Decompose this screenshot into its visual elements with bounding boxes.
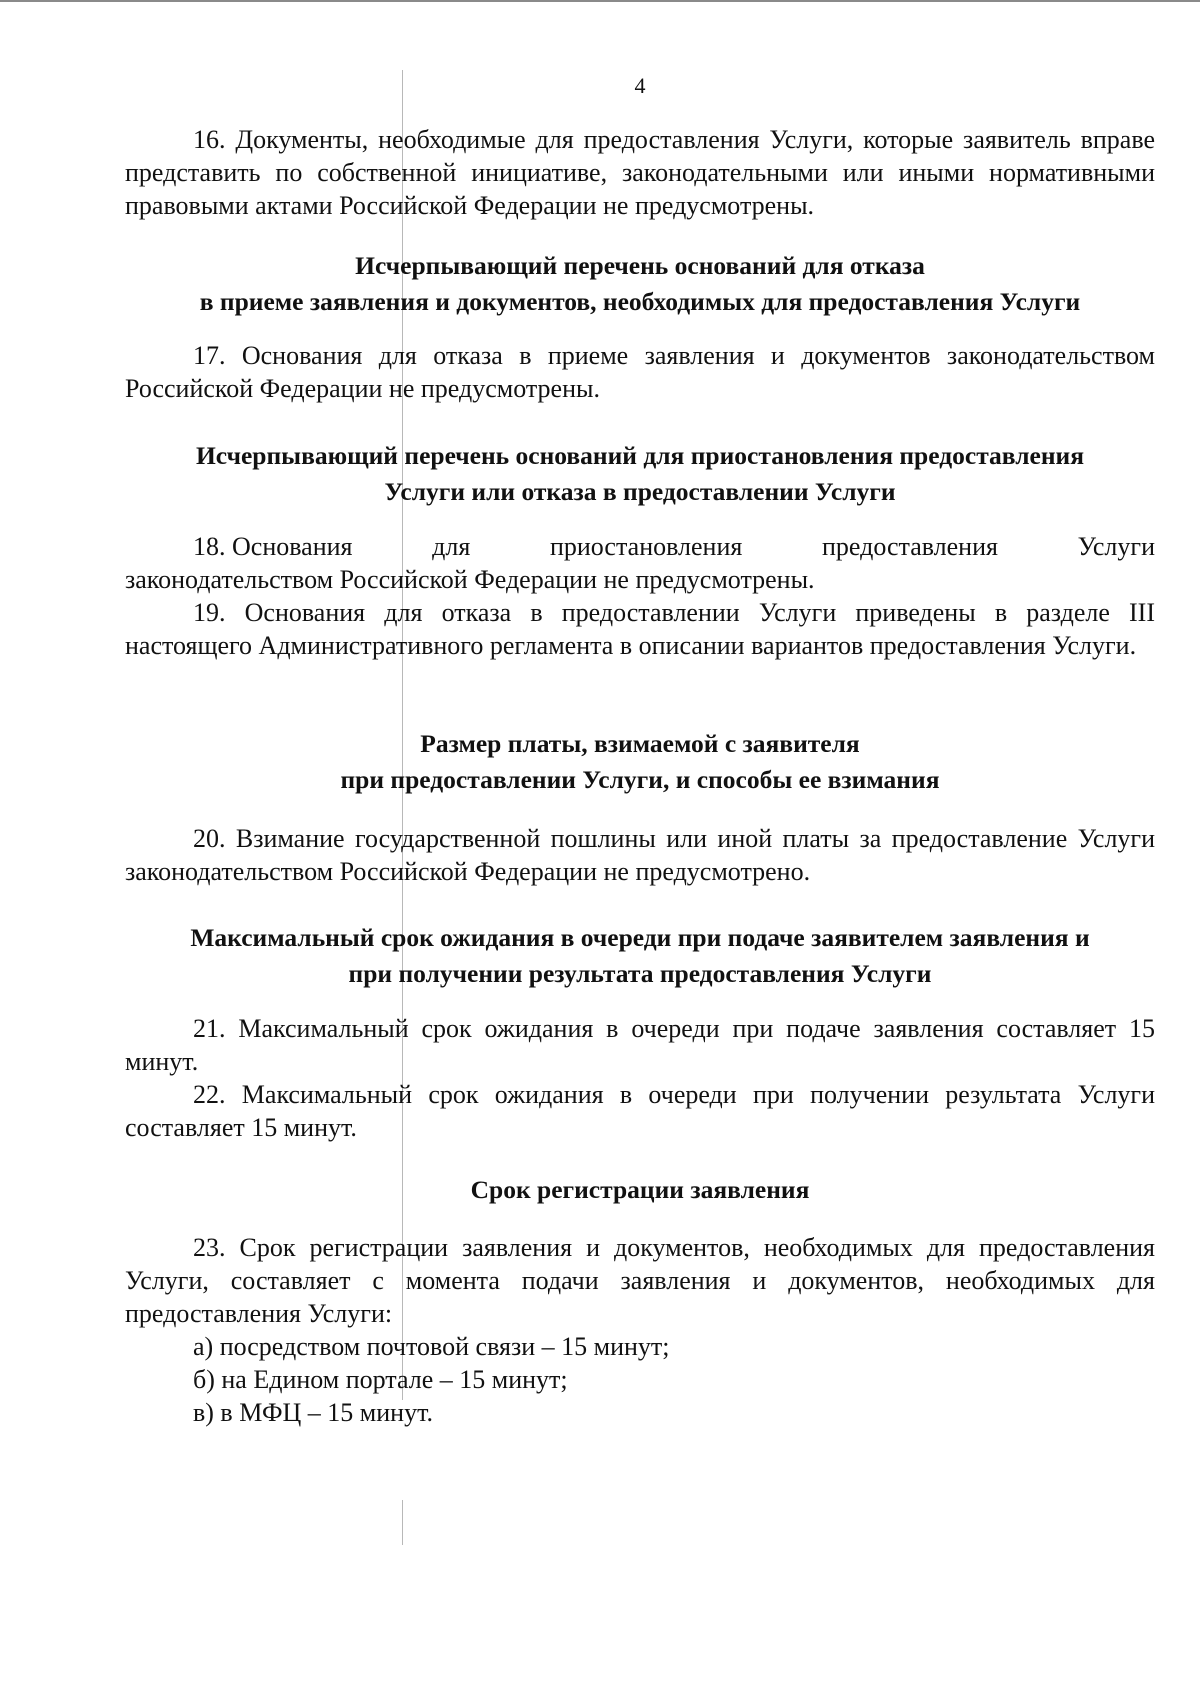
paragraph-18-rest: законодательством Российской Федерации не предусмотрены. <box>125 565 815 594</box>
paragraph-23: 23. Срок регистрации заявления и документов, необходимых для предоставления Услуги, составляет с момента подачи заявления и документов, необходимых для предоставления Услуги: <box>125 1233 1155 1328</box>
paragraph-18-first-line <box>125 530 1155 563</box>
heading-line: Максимальный срок ожидания в очереди при подаче заявителем заявления и <box>190 923 1090 952</box>
paragraph-16: 16. Документы, необходимые для предоставления Услуги, которые заявитель вправе представить по собственной инициативе, законодательными или иными нормативными правовыми актами Российской Федерации не предусмотрены. <box>125 125 1155 220</box>
heading-suspension <box>125 438 1155 510</box>
paragraph-18-word: предоставления <box>821 532 998 561</box>
paragraph-18-word: 18. Основания <box>193 532 353 561</box>
heading-fee <box>125 726 1155 798</box>
heading-line: Исчерпывающий перечень оснований для отказа <box>355 251 925 280</box>
heading-line: Исчерпывающий перечень оснований для приостановления предоставления <box>195 441 1085 470</box>
heading-line: Срок регистрации заявления <box>470 1175 810 1204</box>
heading-line: в приеме заявления и документов, необходимых для предоставления Услуги <box>199 287 1081 316</box>
paragraphs-21-22-block <box>125 1012 1155 1144</box>
heading-refusal-acceptance <box>125 248 1155 320</box>
paragraph-16-block <box>125 123 1155 222</box>
paragraph-18-word: приостановления <box>549 532 743 561</box>
paragraph-19: 19. Основания для отказа в предоставлении Услуги приведены в разделе III настоящего Административного регламента в описании вариантов предоставления Услуги. <box>125 598 1155 660</box>
paragraph-20: 20. Взимание государственной пошлины или иной платы за предоставление Услуги законодательством Российской Федерации не предусмотрено. <box>125 824 1155 886</box>
top-border-line <box>0 0 1200 2</box>
paragraph-22: 22. Максимальный срок ожидания в очереди при получении результата Услуги составляет 15 минут. <box>125 1080 1155 1142</box>
page-number: 4 <box>634 73 646 98</box>
paragraph-21: 21. Максимальный срок ожидания в очереди при подаче заявления составляет 15 минут. <box>125 1014 1155 1076</box>
heading-line: Размер платы, взимаемой с заявителя <box>420 729 860 758</box>
list-item: в) в МФЦ – 15 минут. <box>193 1398 433 1427</box>
paragraph-17: 17. Основания для отказа в приеме заявления и документов законодательством Российской Федерации не предусмотрены. <box>125 341 1155 403</box>
heading-line: при предоставлении Услуги, и способы ее взимания <box>340 765 940 794</box>
paragraph-18-word: Услуги <box>1077 532 1155 561</box>
paragraph-23-block <box>125 1231 1155 1429</box>
paragraphs-18-19-block <box>125 530 1155 662</box>
heading-line: при получении результата предоставления Услуги <box>348 959 932 988</box>
scan-artifact-line-lower <box>402 1500 403 1545</box>
list-item: а) посредством почтовой связи – 15 минут; <box>193 1332 670 1361</box>
heading-max-wait <box>125 920 1155 992</box>
paragraph-18-word: для <box>432 532 471 561</box>
paragraph-20-block <box>125 822 1155 888</box>
paragraph-17-block <box>125 339 1155 405</box>
heading-line: Услуги или отказа в предоставлении Услуги <box>384 477 896 506</box>
heading-registration <box>125 1172 1155 1208</box>
list-item: б) на Едином портале – 15 минут; <box>193 1365 568 1394</box>
